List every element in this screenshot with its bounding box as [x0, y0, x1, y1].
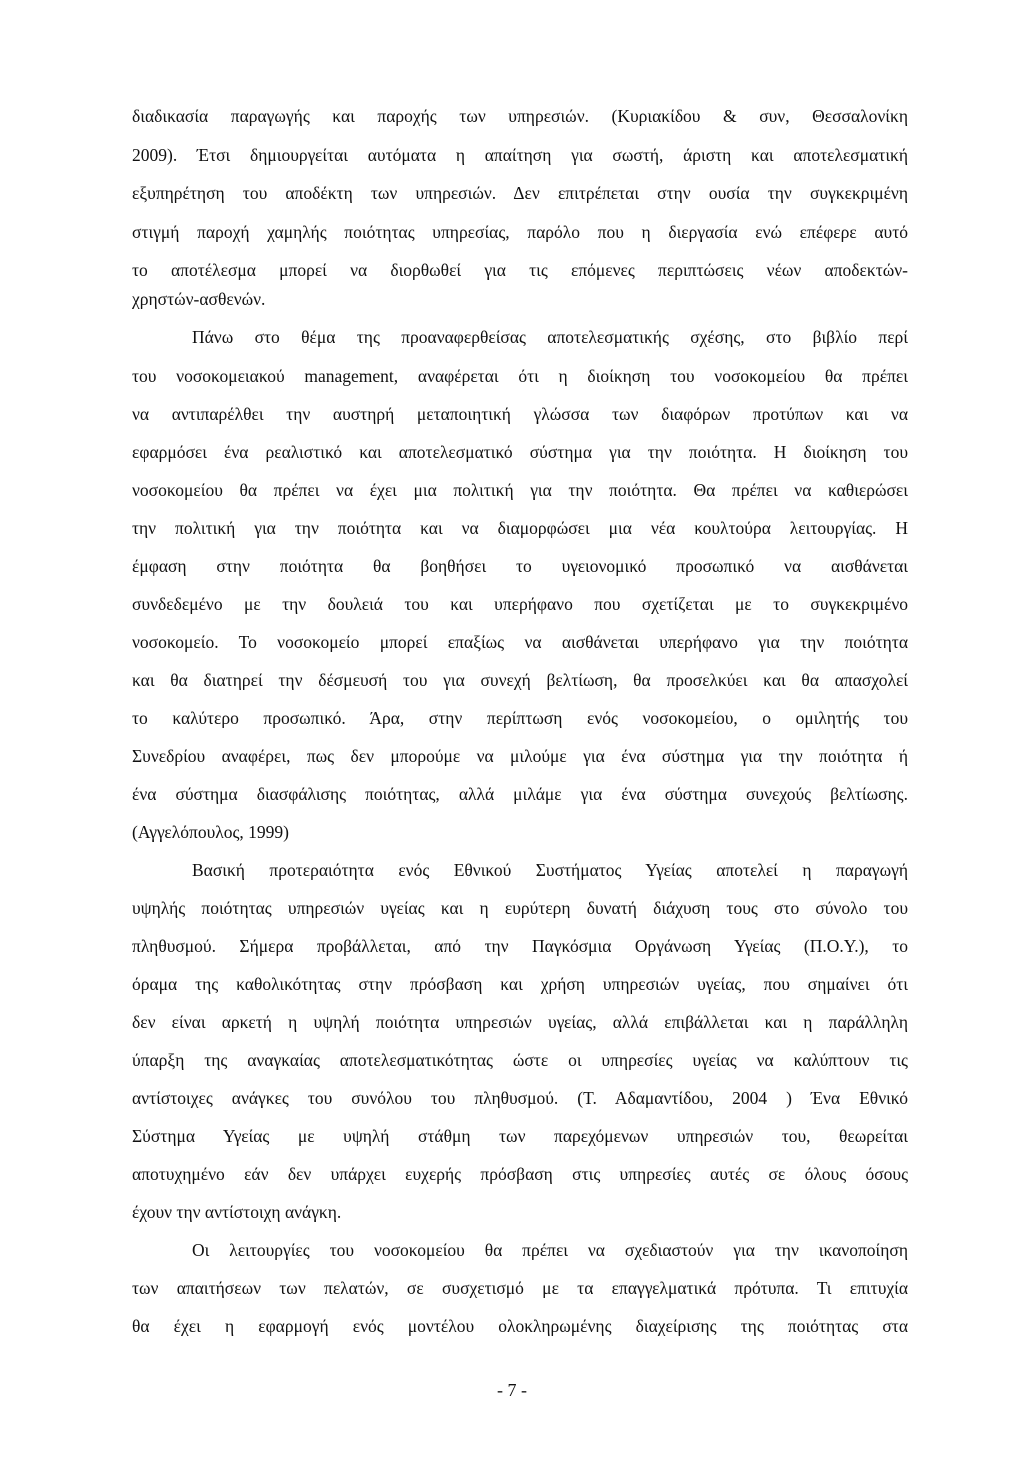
- text-line: δεν είναι αρκετή η υψηλή ποιότητα υπηρεσιών υγείας, αλλά επιβάλλεται και η παράλληλη: [132, 1012, 908, 1032]
- text-line: ένα σύστημα διασφάλισης ποιότητας, αλλά μιλάμε για ένα σύστημα συνεχούς βελτίωσης.: [132, 784, 908, 804]
- text-line: και θα διατηρεί την δέσμευσή του για συνεχή βελτίωση, θα προσελκύει και θα απασχολεί: [132, 670, 908, 690]
- text-line: του νοσοκομειακού management, αναφέρεται ότι η διοίκηση του νοσοκομείου θα πρέπει: [132, 366, 908, 386]
- text-line: νοσοκομείου θα πρέπει να έχει μια πολιτική για την ποιότητα. Θα πρέπει να καθιερώσει: [132, 480, 908, 500]
- text-line: έμφαση στην ποιότητα θα βοηθήσει το υγειονομικό προσωπικό να αισθάνεται: [132, 556, 908, 576]
- text-line: Πάνω στο θέμα της προαναφερθείσας αποτελεσματικής σχέσης, στο βιβλίο περί: [192, 327, 908, 347]
- text-line: διαδικασία παραγωγής και παροχής των υπηρεσιών. (Κυριακίδου & συν, Θεσσαλονίκη: [132, 106, 908, 126]
- text-line: συνδεδεμένο με την δουλειά του και υπερήφανο που σχετίζεται με το συγκεκριμένο: [132, 594, 908, 614]
- text-line: αντίστοιχες ανάγκες του συνόλου του πληθυσμού. (Τ. Αδαμαντίδου, 2004 ) Ένα Εθνικό: [132, 1088, 908, 1108]
- text-line: Οι λειτουργίες του νοσοκομείου θα πρέπει να σχεδιαστούν για την ικανοποίηση: [192, 1240, 908, 1260]
- text-line: έχουν την αντίστοιχη ανάγκη.: [132, 1202, 342, 1222]
- text-line: την πολιτική για την ποιότητα και να διαμορφώσει μια νέα κουλτούρα λειτουργίας. Η: [132, 518, 908, 538]
- text-line: θα έχει η εφαρμογή ενός μοντέλου ολοκληρωμένης διαχείρισης της ποιότητας στα: [132, 1316, 908, 1336]
- text-line: εξυπηρέτηση του αποδέκτη των υπηρεσιών. Δεν επιτρέπεται στην ουσία την συγκεκριμένη: [132, 183, 908, 203]
- text-line: όραμα της καθολικότητας στην πρόσβαση και χρήση υπηρεσιών υγείας, που σημαίνει ότι: [132, 974, 908, 994]
- text-line: νοσοκομείο. Το νοσοκομείο μπορεί επαξίως να αισθάνεται υπερήφανο για την ποιότητα: [132, 632, 908, 652]
- text-line: Συνεδρίου αναφέρει, πως δεν μπορούμε να μιλούμε για ένα σύστημα για την ποιότητα ή: [132, 746, 908, 766]
- text-line: να αντιπαρέλθει την αυστηρή μεταποιητική γλώσσα των διαφόρων προτύπων και να: [132, 404, 908, 424]
- text-line: των απαιτήσεων των πελατών, σε συσχετισμό με τα επαγγελματικά πρότυπα. Τι επιτυχία: [132, 1278, 908, 1298]
- text-line: υψηλής ποιότητας υπηρεσιών υγείας και η ευρύτερη δυνατή διάχυση τους στο σύνολο του: [132, 898, 908, 918]
- text-line: χρηστών-ασθενών.: [132, 289, 266, 309]
- text-line: το αποτέλεσμα μπορεί να διορθωθεί για τις επόμενες περιπτώσεις νέων αποδεκτών-: [132, 260, 908, 280]
- text-line: Σύστημα Υγείας με υψηλή στάθμη των παρεχόμενων υπηρεσιών του, θεωρείται: [132, 1126, 908, 1146]
- text-line: ύπαρξη της αναγκαίας αποτελεσματικότητας ώστε οι υπηρεσίες υγείας να καλύπτουν τις: [132, 1050, 908, 1070]
- text-line: 2009). Έτσι δημιουργείται αυτόματα η απαίτηση για σωστή, άριστη και αποτελεσματική: [132, 145, 908, 165]
- text-line: (Αγγελόπουλος, 1999): [132, 822, 290, 842]
- text-line: πληθυσμού. Σήμερα προβάλλεται, από την Παγκόσμια Οργάνωση Υγείας (Π.Ο.Υ.), το: [132, 936, 908, 956]
- text-line: το καλύτερο προσωπικό. Άρα, στην περίπτωση ενός νοσοκομείου, ο ομιλητής του: [132, 708, 908, 728]
- page-number: - 7 -: [497, 1380, 527, 1400]
- text-line: στιγμή παροχή χαμηλής ποιότητας υπηρεσίας, παρόλο που η διεργασία ενώ επέφερε αυτό: [132, 222, 908, 242]
- text-line: εφαρμόσει ένα ρεαλιστικό και αποτελεσματικό σύστημα για την ποιότητα. Η διοίκηση του: [132, 442, 908, 462]
- text-line: Βασική προτεραιότητα ενός Εθνικού Συστήματος Υγείας αποτελεί η παραγωγή: [192, 860, 908, 880]
- text-line: αποτυχημένο εάν δεν υπάρχει ευχερής πρόσβαση στις υπηρεσίες αυτές σε όλους όσους: [132, 1164, 908, 1184]
